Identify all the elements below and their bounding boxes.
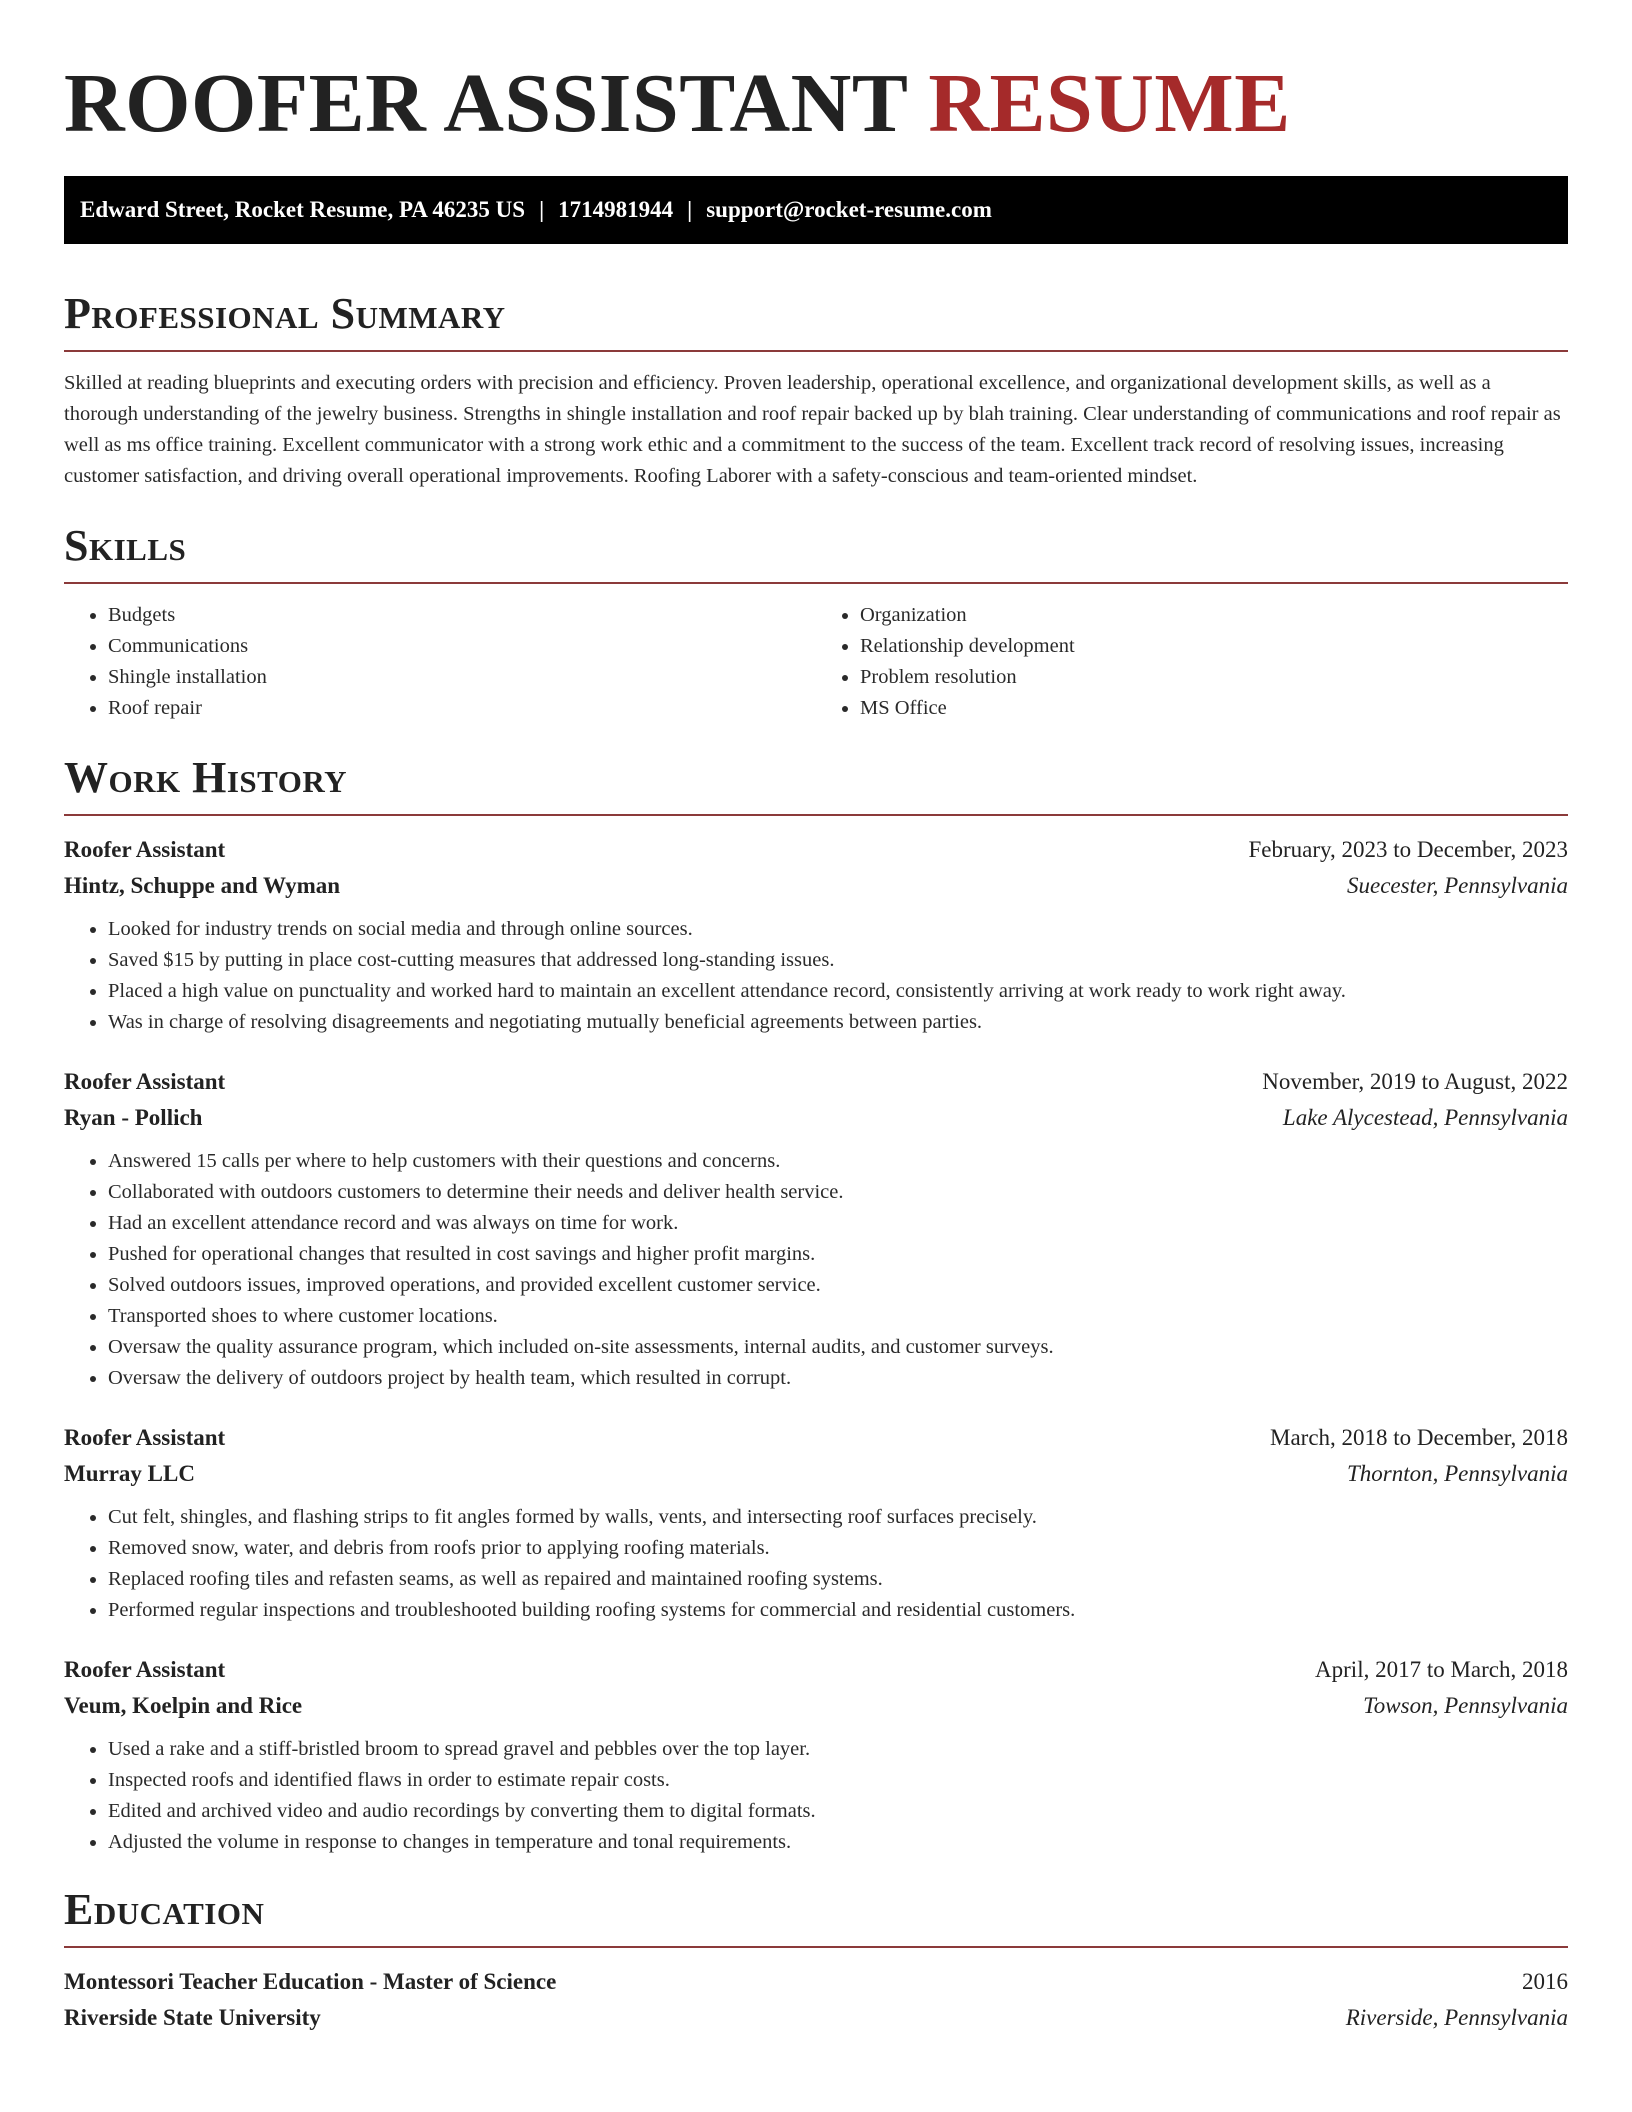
skill-item: • Problem resolution xyxy=(860,662,1568,693)
skills-grid xyxy=(64,600,1568,724)
work-history-section xyxy=(64,752,1568,1858)
skill-item: • Relationship development xyxy=(860,631,1568,662)
job-dates: March, 2018 to December, 2018 xyxy=(1270,1425,1568,1450)
job-entry xyxy=(64,1064,1568,1394)
job-dates: February, 2023 to December, 2023 xyxy=(1248,837,1568,862)
job-title: Roofer Assistant xyxy=(64,837,226,862)
job-duty: • Answered 15 calls per where to help customers with their questions and concerns. xyxy=(108,1146,1568,1177)
contact-email: support@rocket-resume.com xyxy=(706,197,992,222)
job-entry xyxy=(64,1420,1568,1626)
job-company: Ryan - Pollich xyxy=(64,1105,203,1130)
job-company: Hintz, Schuppe and Wyman xyxy=(64,873,341,898)
job-duty: • Transported shoes to where customer locations. xyxy=(108,1301,1568,1332)
job-duty: • Edited and archived video and audio recordings by converting them to digital formats. xyxy=(108,1796,1568,1827)
job-header-row xyxy=(64,1652,1568,1688)
section-heading-skills: Skills xyxy=(64,521,187,570)
job-duty: • Oversaw the delivery of outdoors project by health team, which resulted in corrupt. xyxy=(108,1363,1568,1394)
job-dates: April, 2017 to March, 2018 xyxy=(1315,1657,1568,1682)
education-year: 2016 xyxy=(1522,1969,1568,1994)
resume-title xyxy=(64,56,1568,152)
job-location: Lake Alycestead, Pennsylvania xyxy=(1282,1105,1568,1130)
job-company: Veum, Koelpin and Rice xyxy=(64,1693,303,1718)
section-heading-work: Work History xyxy=(64,753,348,802)
job-duty: • Cut felt, shingles, and flashing strips to fit angles formed by walls, vents, and intersecting roof surfaces precisely. xyxy=(108,1502,1568,1533)
section-heading-education: Education xyxy=(64,1885,265,1934)
section-divider xyxy=(64,1946,1568,1948)
job-company-row xyxy=(64,868,1568,904)
job-title: Roofer Assistant xyxy=(64,1425,226,1450)
job-location: Thornton, Pennsylvania xyxy=(1346,1461,1568,1486)
job-location: Suecester, Pennsylvania xyxy=(1347,873,1568,898)
education-school: Riverside State University xyxy=(64,2005,321,2030)
job-duty: • Replaced roofing tiles and refasten seams, as well as repaired and maintained roofing systems. xyxy=(108,1564,1568,1595)
title-main: ROOFER ASSISTANT xyxy=(64,57,907,150)
section-divider xyxy=(64,350,1568,352)
job-header-row xyxy=(64,1420,1568,1456)
education-location: Riverside, Pennsylvania xyxy=(1345,2005,1568,2030)
education-degree: Montessori Teacher Education - Master of Science xyxy=(64,1969,557,1994)
education-degree-row xyxy=(64,1964,1568,2000)
job-duty: • Pushed for operational changes that resulted in cost savings and higher profit margins. xyxy=(108,1239,1568,1270)
job-title: Roofer Assistant xyxy=(64,1069,226,1094)
job-duty: • Adjusted the volume in response to changes in temperature and tonal requirements. xyxy=(108,1827,1568,1858)
job-duty: • Removed snow, water, and debris from roofs prior to applying roofing materials. xyxy=(108,1533,1568,1564)
section-heading-summary: Professional Summary xyxy=(64,289,506,338)
section-divider xyxy=(64,814,1568,816)
job-company: Murray LLC xyxy=(64,1461,195,1486)
title-accent: RESUME xyxy=(928,57,1291,150)
education-section xyxy=(64,1884,1568,2036)
skill-item: • Budgets xyxy=(108,600,816,631)
job-header-row xyxy=(64,1064,1568,1100)
skill-item: • Communications xyxy=(108,631,816,662)
contact-separator: | xyxy=(687,197,693,222)
education-school-row xyxy=(64,2000,1568,2036)
skill-item: • Organization xyxy=(860,600,1568,631)
contact-address: Edward Street, Rocket Resume, PA 46235 US xyxy=(80,197,526,222)
job-entry xyxy=(64,832,1568,1038)
skill-item: • MS Office xyxy=(860,693,1568,724)
job-duty: • Performed regular inspections and troubleshooted building roofing systems for commercial and residential customers. xyxy=(108,1595,1568,1626)
skills-list-left xyxy=(64,600,816,724)
job-company-row xyxy=(64,1100,1568,1136)
job-duty: • Collaborated with outdoors customers to determine their needs and deliver health service. xyxy=(108,1177,1568,1208)
job-duties-list xyxy=(64,1502,1568,1626)
job-duty: • Was in charge of resolving disagreements and negotiating mutually beneficial agreements between parties. xyxy=(108,1007,1568,1038)
job-header-row xyxy=(64,832,1568,868)
job-duties-list xyxy=(64,914,1568,1038)
skill-item: • Shingle installation xyxy=(108,662,816,693)
contact-bar xyxy=(64,176,1568,244)
job-duty: • Solved outdoors issues, improved operations, and provided excellent customer service. xyxy=(108,1270,1568,1301)
contact-separator: | xyxy=(539,197,545,222)
job-title: Roofer Assistant xyxy=(64,1657,226,1682)
job-duties-list xyxy=(64,1146,1568,1394)
skills-list-right xyxy=(816,600,1568,724)
job-duty: • Saved $15 by putting in place cost-cutting measures that addressed long-standing issues. xyxy=(108,945,1568,976)
summary-section xyxy=(64,288,1568,492)
job-duties-list xyxy=(64,1734,1568,1858)
summary-text: Skilled at reading blueprints and executing orders with precision and efficiency. Proven leadership, operational excellence, and organizational development skills, as well as a thorough understanding of the jewelry business. Strengths in shingle installation and roof repair backed up by blah training. Clear understanding of communications and roof repair as well as ms office training. Excellent communicator with a strong work ethic and a commitment to the success of the team. Excellent track record of resolving issues, increasing customer satisfaction, and driving overall operational improvements. Roofing Laborer with a safety-conscious and team-oriented mindset. xyxy=(64,372,1561,487)
job-duty: • Used a rake and a stiff-bristled broom to spread gravel and pebbles over the top layer. xyxy=(108,1734,1568,1765)
job-duty: • Had an excellent attendance record and was always on time for work. xyxy=(108,1208,1568,1239)
job-dates: November, 2019 to August, 2022 xyxy=(1262,1069,1568,1094)
job-entry xyxy=(64,1652,1568,1858)
job-duty: • Oversaw the quality assurance program, which included on-site assessments, internal audits, and customer surveys. xyxy=(108,1332,1568,1363)
job-company-row xyxy=(64,1688,1568,1724)
job-duty: • Looked for industry trends on social media and through online sources. xyxy=(108,914,1568,945)
job-company-row xyxy=(64,1456,1568,1492)
job-duty: • Placed a high value on punctuality and worked hard to maintain an excellent attendance record, consistently arriving at work ready to work right away. xyxy=(108,976,1568,1007)
job-location: Towson, Pennsylvania xyxy=(1363,1693,1568,1718)
skills-section xyxy=(64,520,1568,724)
contact-phone: 1714981944 xyxy=(558,197,674,222)
skill-item: • Roof repair xyxy=(108,693,816,724)
job-duty: • Inspected roofs and identified flaws in order to estimate repair costs. xyxy=(108,1765,1568,1796)
section-divider xyxy=(64,582,1568,584)
